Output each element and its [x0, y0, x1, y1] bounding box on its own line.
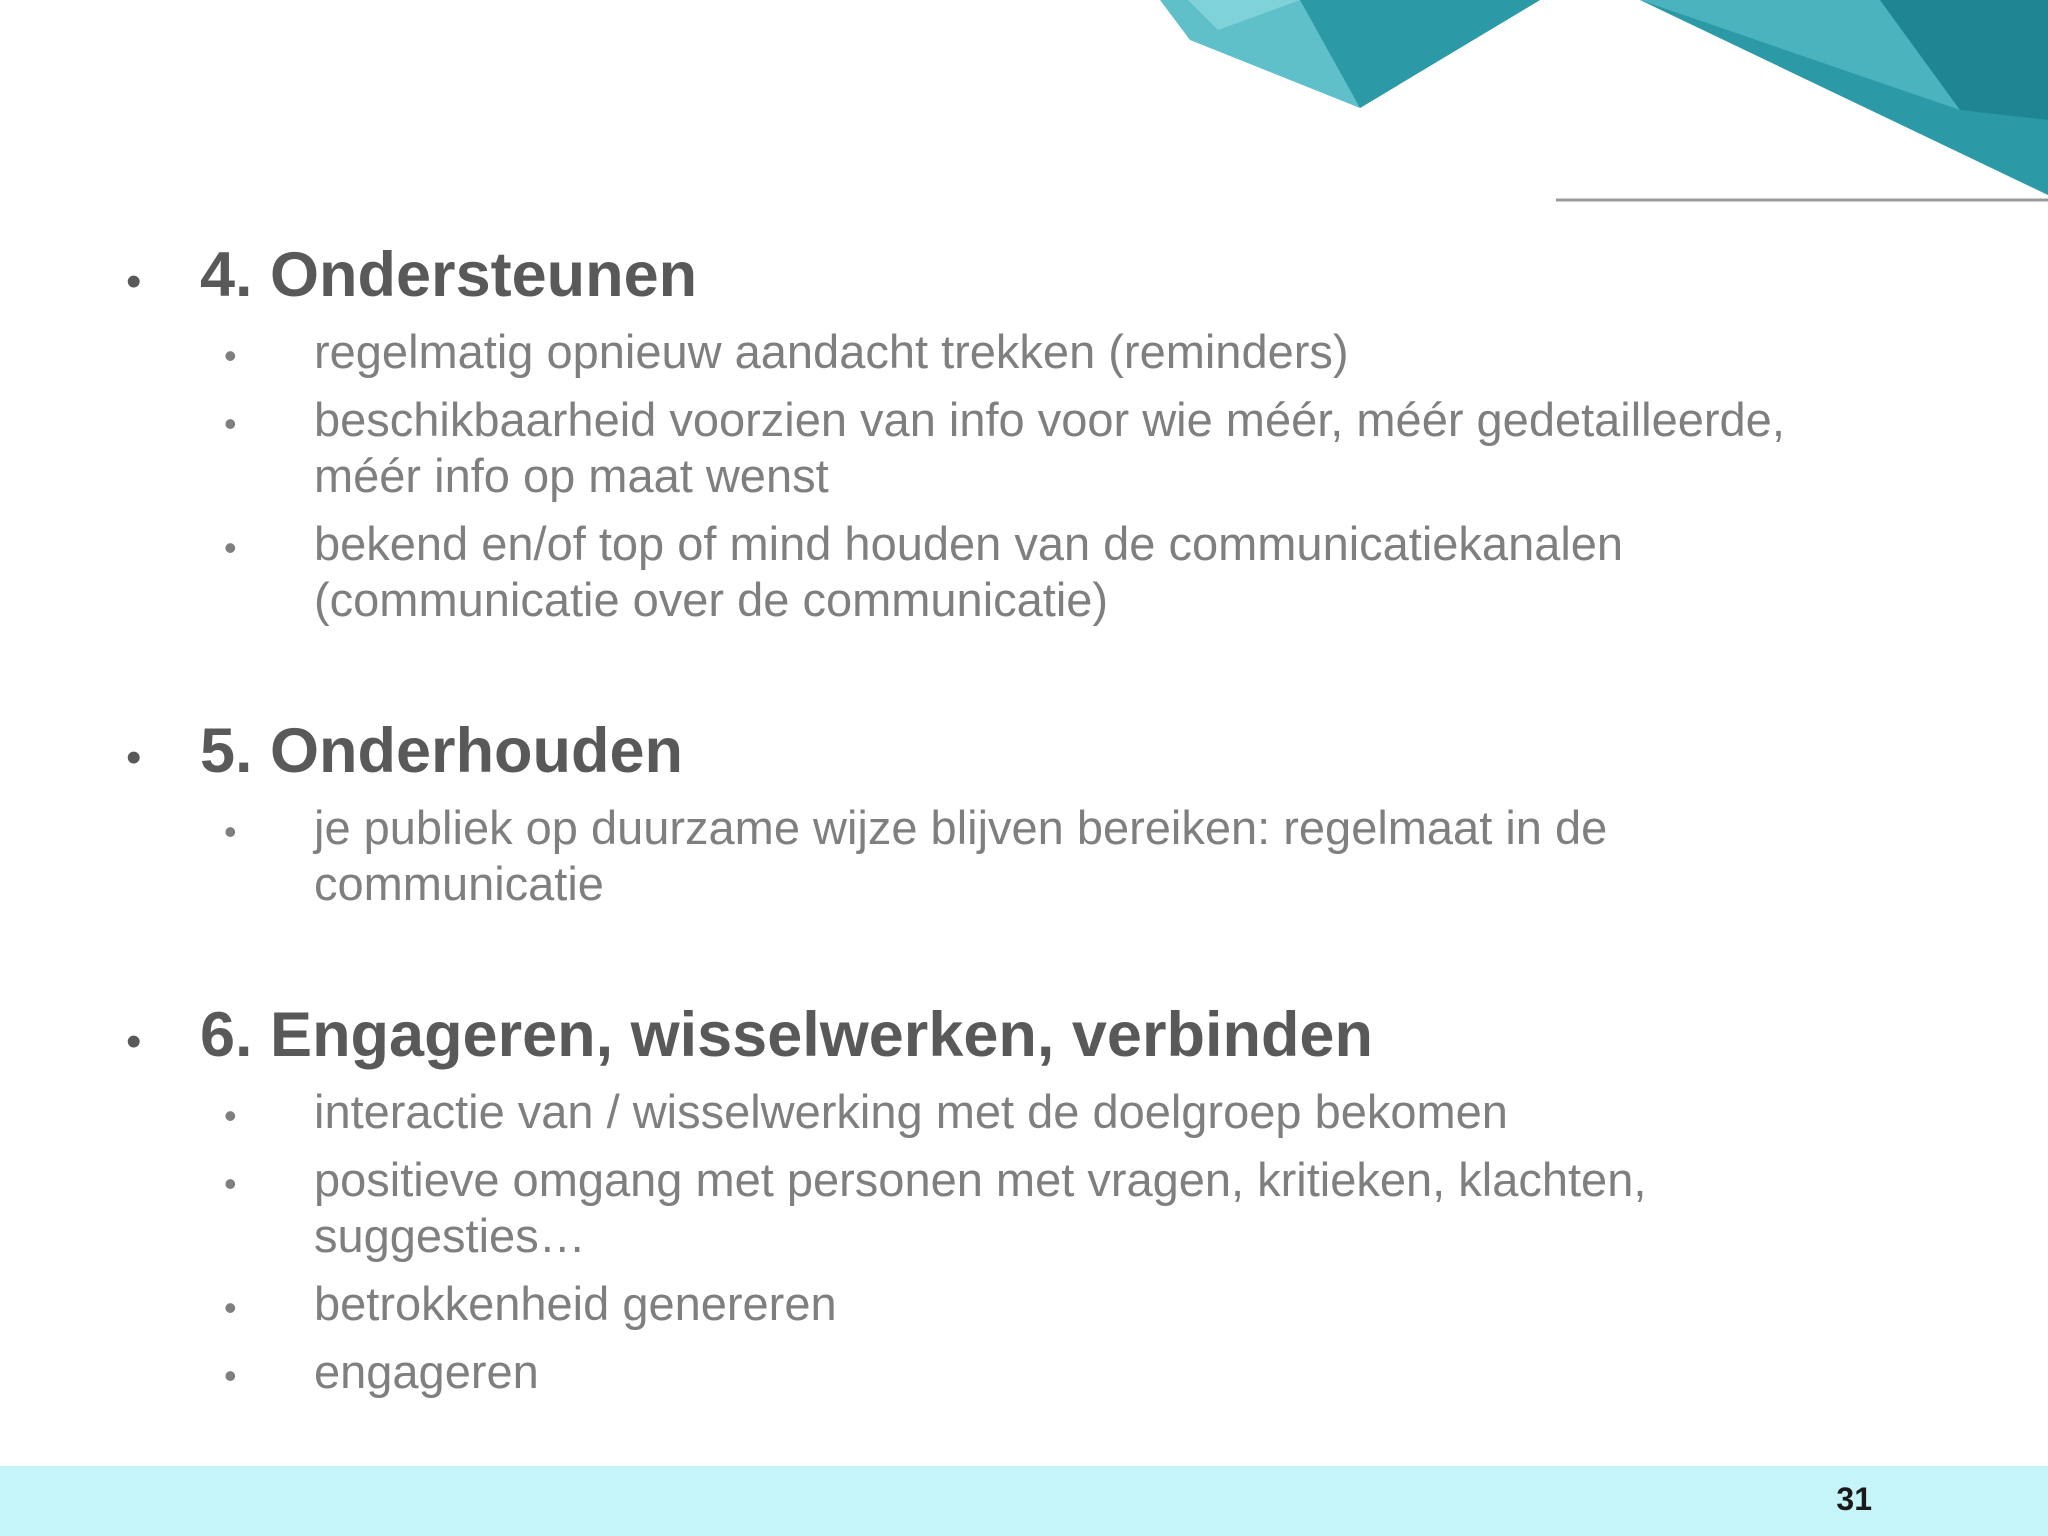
bullet-icon: •: [224, 403, 237, 444]
list-item-text: je publiek op duurzame wijze blijven bereiken: regelmaat in de communicatie: [314, 801, 1608, 910]
list-item-text: bekend en/of top of mind houden van de communicatiekanalen (communicatie over de communicatie): [314, 517, 1624, 626]
list-item: [120, 1344, 1960, 1400]
section-engageren: [120, 998, 1960, 1400]
list-item: [120, 392, 1960, 504]
bullet-icon: •: [126, 1017, 142, 1066]
list-item: [120, 324, 1960, 380]
page-number: 31: [1836, 1481, 1872, 1517]
section-heading: 4. Ondersteunen: [200, 240, 698, 310]
list-item: [120, 1276, 1960, 1332]
decorative-polygons: [0, 0, 2048, 220]
list-item-text: interactie van / wisselwerking met de doelgroep bekomen: [314, 1085, 1508, 1138]
section-ondersteunen: [120, 238, 1960, 628]
section-onderhouden: [120, 714, 1960, 912]
sub-list: [120, 1084, 1960, 1400]
list-item: [120, 1084, 1960, 1140]
bullet-icon: •: [224, 527, 237, 568]
list-item-text: engageren: [314, 1345, 539, 1398]
content-area: [120, 238, 1960, 1400]
footer-bar: [0, 1466, 2048, 1536]
bullet-icon: •: [126, 733, 142, 782]
section-heading: 6. Engageren, wisselwerken, verbinden: [200, 1000, 1373, 1070]
bullet-icon: •: [224, 1095, 237, 1136]
sub-list: [120, 324, 1960, 628]
heading-row: [120, 238, 1960, 312]
heading-row: [120, 714, 1960, 788]
bullet-icon: •: [224, 811, 237, 852]
list-item-text: positieve omgang met personen met vragen, kritieken, klachten, suggesties…: [314, 1153, 1647, 1262]
bullet-icon: •: [224, 1287, 237, 1328]
list-item-text: regelmatig opnieuw aandacht trekken (reminders): [314, 325, 1349, 378]
bullet-icon: •: [224, 335, 237, 376]
bullet-icon: •: [126, 257, 142, 306]
bullet-icon: •: [224, 1163, 237, 1204]
sub-list: [120, 800, 1960, 912]
section-heading: 5. Onderhouden: [200, 716, 684, 786]
list-item: [120, 800, 1960, 912]
heading-row: [120, 998, 1960, 1072]
list-item-text: betrokkenheid genereren: [314, 1277, 837, 1330]
bullet-icon: •: [224, 1355, 237, 1396]
list-item-text: beschikbaarheid voorzien van info voor wie méér, méér gedetailleerde, méér info op maat wenst: [314, 393, 1785, 502]
list-item: [120, 1152, 1960, 1264]
list-item: [120, 516, 1960, 628]
